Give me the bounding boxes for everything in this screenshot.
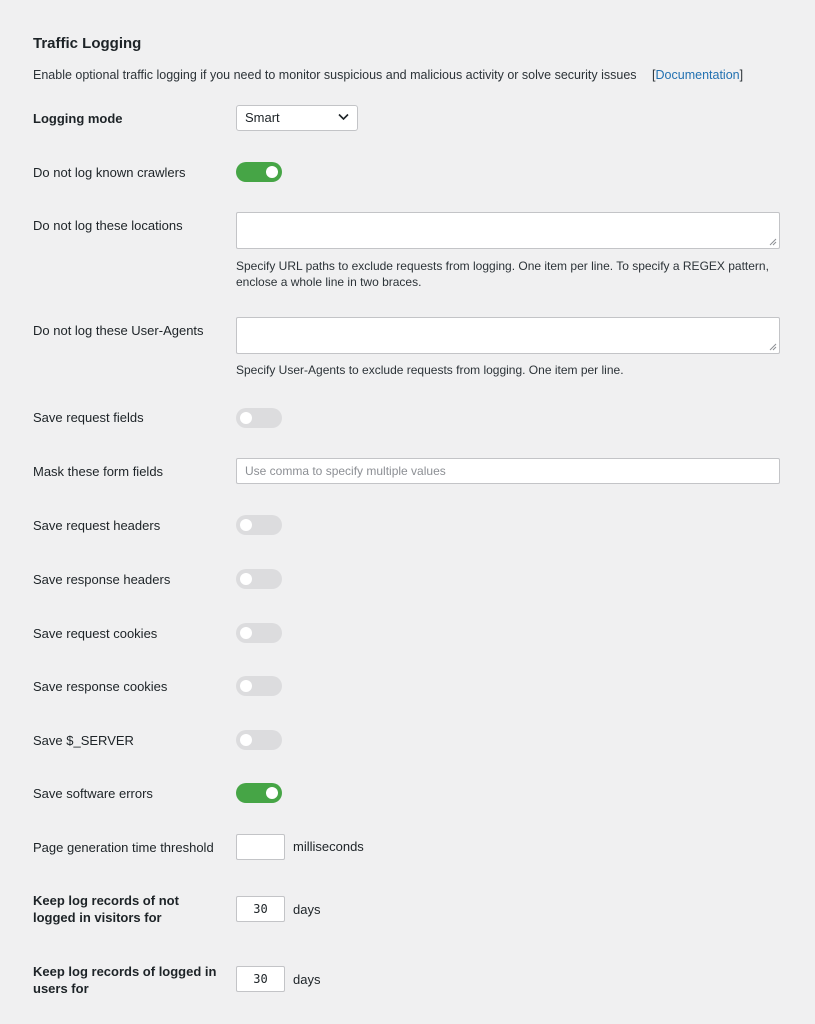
keep-not-logged-unit: days (293, 902, 321, 917)
section-description (33, 68, 743, 82)
chevron-down-icon (338, 113, 349, 121)
locations-label: Do not log these locations (33, 218, 183, 233)
toggle-knob (240, 519, 252, 531)
keep-logged-input[interactable]: 30 (236, 966, 285, 992)
save-errors-toggle[interactable] (236, 783, 282, 803)
save-server-label: Save $_SERVER (33, 733, 134, 748)
mask-fields-input[interactable] (236, 458, 780, 484)
keep-logged-unit: days (293, 972, 321, 987)
save-response-cookies-label: Save response cookies (33, 679, 168, 694)
save-request-headers-label: Save request headers (33, 518, 161, 533)
locations-textarea[interactable] (236, 212, 780, 249)
logging-mode-select[interactable] (236, 105, 358, 131)
crawlers-label: Do not log known crawlers (33, 165, 186, 180)
save-request-cookies-label: Save request cookies (33, 626, 158, 641)
logging-mode-value: Smart (245, 110, 280, 125)
doc-open-bracket: [ (652, 68, 656, 82)
crawlers-toggle[interactable] (236, 162, 282, 182)
locations-help: Specify URL paths to exclude requests from logging. One item per line. To specify a REGEX pattern, enclose a whole line in two braces. (236, 259, 769, 289)
mask-fields-label: Mask these form fields (33, 464, 164, 479)
keep-not-logged-label: Keep log records of not logged in visitors for (33, 893, 179, 925)
toggle-knob (240, 734, 252, 746)
save-request-headers-toggle[interactable] (236, 515, 282, 535)
mask-fields-placeholder: Use comma to specify multiple values (245, 464, 446, 478)
gen-time-label: Page generation time threshold (33, 840, 214, 855)
save-response-headers-label: Save response headers (33, 572, 171, 587)
toggle-knob (266, 166, 278, 178)
save-response-headers-toggle[interactable] (236, 569, 282, 589)
resize-grip-icon[interactable] (769, 343, 777, 351)
toggle-knob (240, 573, 252, 585)
save-request-cookies-toggle[interactable] (236, 623, 282, 643)
toggle-knob (240, 412, 252, 424)
save-response-cookies-toggle[interactable] (236, 676, 282, 696)
keep-logged-label: Keep log records of logged in users for (33, 964, 217, 996)
section-title: Traffic Logging (33, 35, 142, 52)
gen-time-unit: milliseconds (293, 839, 364, 854)
user-agents-textarea[interactable] (236, 317, 780, 354)
save-request-fields-label: Save request fields (33, 410, 144, 425)
resize-grip-icon[interactable] (769, 238, 777, 246)
toggle-knob (240, 680, 252, 692)
user-agents-help: Specify User-Agents to exclude requests from logging. One item per line. (236, 363, 624, 377)
save-server-toggle[interactable] (236, 730, 282, 750)
save-errors-label: Save software errors (33, 786, 153, 801)
logging-mode-label: Logging mode (33, 111, 123, 126)
doc-close-bracket: ] (739, 68, 744, 82)
toggle-knob (266, 787, 278, 799)
documentation-link[interactable]: Documentation (655, 68, 740, 82)
description-text: Enable optional traffic logging if you need to monitor suspicious and malicious activity or solve security issues (33, 68, 637, 82)
gen-time-input[interactable] (236, 834, 285, 860)
toggle-knob (240, 627, 252, 639)
user-agents-label: Do not log these User-Agents (33, 323, 204, 338)
save-request-fields-toggle[interactable] (236, 408, 282, 428)
keep-not-logged-input[interactable]: 30 (236, 896, 285, 922)
